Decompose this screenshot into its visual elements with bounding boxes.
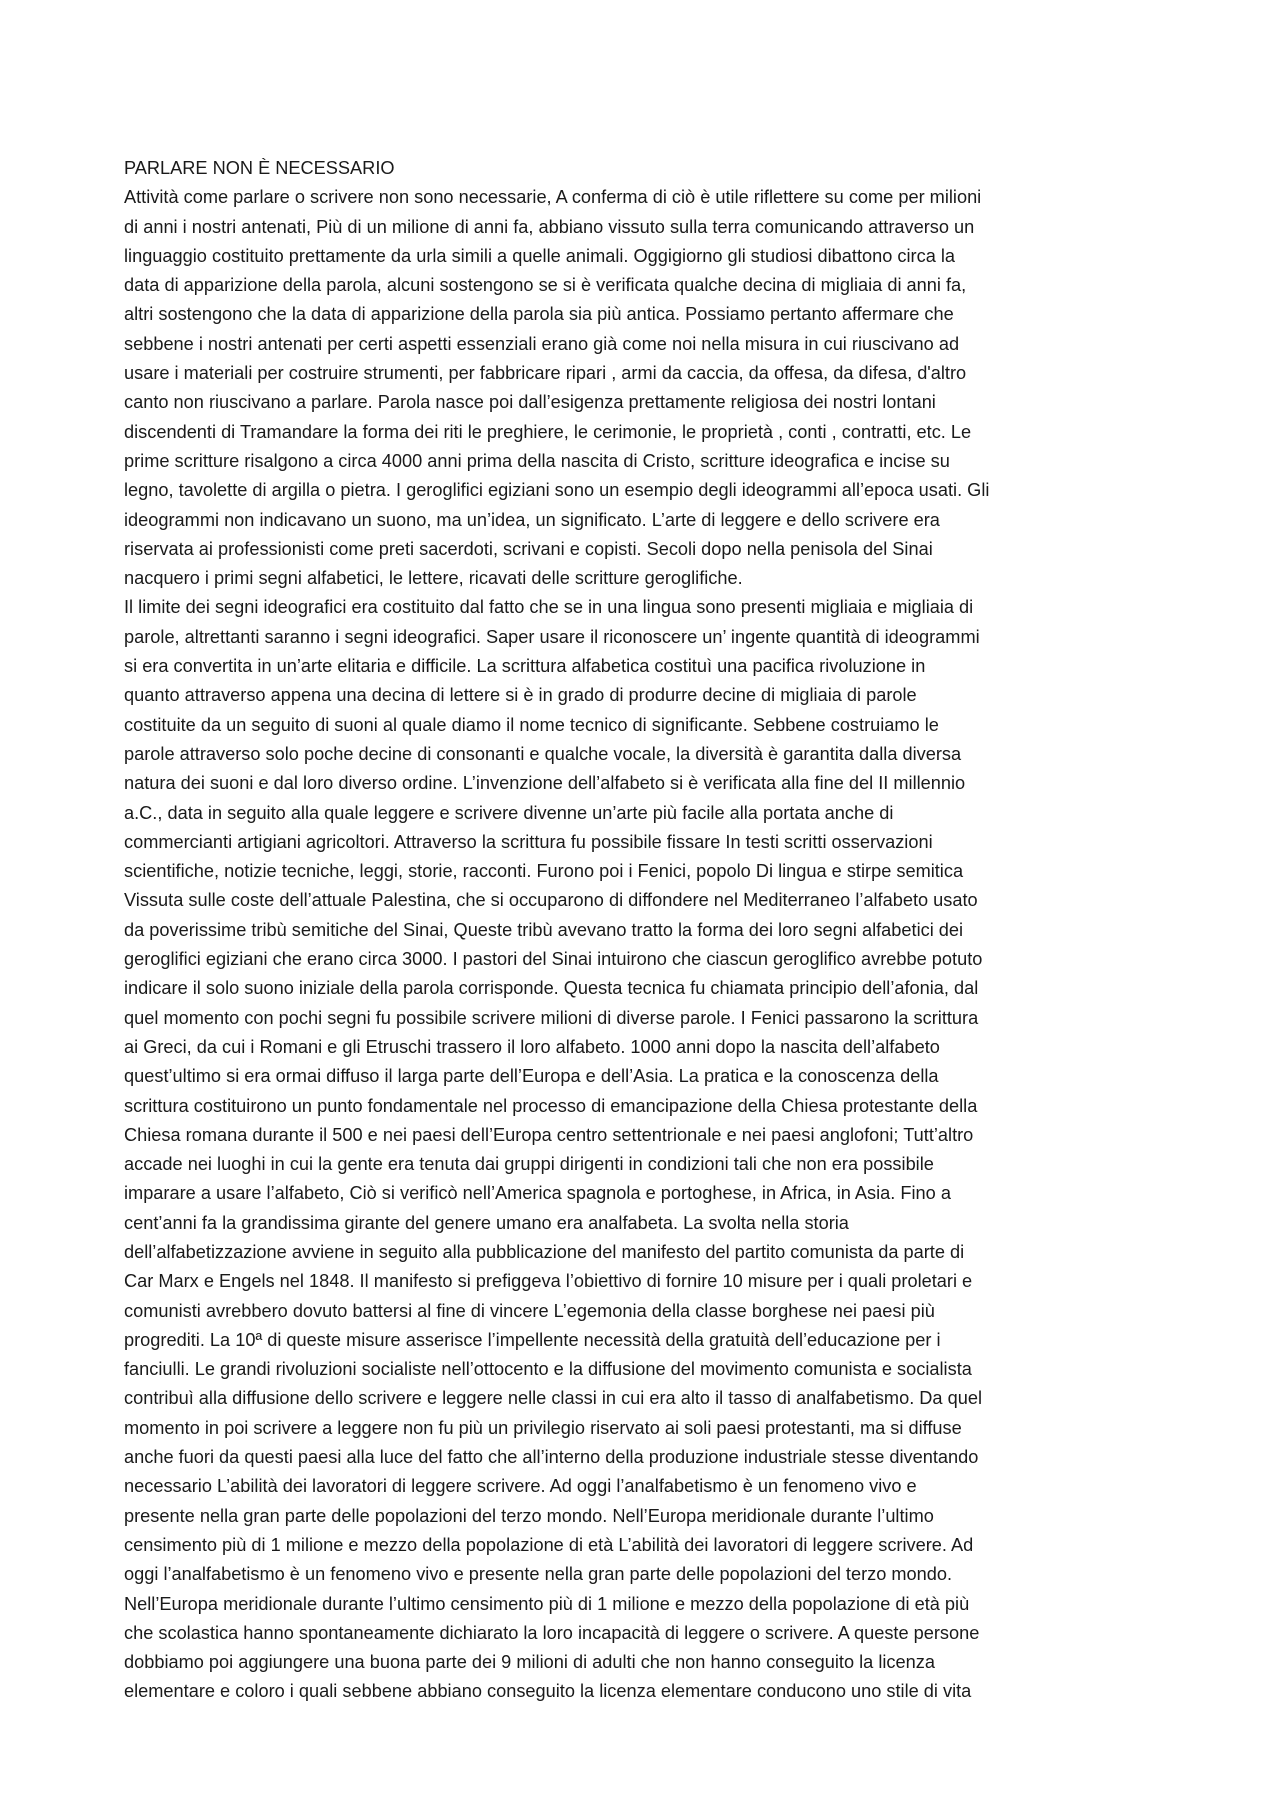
text-line: geroglifici egiziani che erano circa 3000. I pastori del Sinai intuirono che ciascun geroglifico avrebbe potuto — [124, 949, 983, 970]
text-line: Chiesa romana durante il 500 e nei paesi dell’Europa centro settentrionale e nei paesi anglofoni; Tutt’altro — [124, 1124, 974, 1145]
text-line: linguaggio costituito prettamente da urla simili a quelle animali. Oggigiorno gli studiosi dibattono circa la — [124, 245, 956, 266]
text-line: parole attraverso solo poche decine di consonanti e qualche vocale, la diversità è garantita dalla diversa — [124, 743, 962, 764]
text-line: progrediti. La 10ª di queste misure asserisce l’impellente necessità della gratuità dell’educazione per i — [124, 1329, 941, 1350]
text-line: momento in poi scrivere a leggere non fu più un privilegio riservato ai soli paesi protestanti, ma si diffuse — [124, 1417, 962, 1438]
text-line: altri sostengono che la data di apparizione della parola sia più antica. Possiamo pertanto affermare che — [124, 304, 954, 325]
text-line: censimento più di 1 milione e mezzo della popolazione di età L’abilità dei lavoratori di leggere scrivere. Ad — [124, 1534, 974, 1555]
text-line: data di apparizione della parola, alcuni sostengono se si è verificata qualche decina di migliaia di anni fa, — [124, 275, 967, 296]
document-title: PARLARE NON È NECESSARIO — [124, 158, 395, 178]
text-line: accade nei luoghi in cui la gente era tenuta dai gruppi dirigenti in condizioni tali che non era possibile — [124, 1154, 934, 1175]
text-line: prime scritture risalgono a circa 4000 anni prima della nascita di Cristo, scritture ideografica e incise su — [124, 450, 950, 471]
text-line: comunisti avrebbero dovuto battersi al fine di vincere L’egemonia della classe borghese nei paesi più — [124, 1300, 935, 1321]
text-line: contribuì alla diffusione dello scrivere e leggere nelle classi in cui era alto il tasso di analfabetismo. Da quel — [124, 1388, 982, 1409]
text-line: si era convertita in un’arte elitaria e difficile. La scrittura alfabetica costituì una pacifica rivoluzione in — [124, 656, 926, 677]
text-line: Car Marx e Engels nel 1848. Il manifesto si prefiggeva l’obiettivo di fornire 10 misure per i quali proletari e — [124, 1271, 973, 1292]
document-body — [124, 154, 1166, 1707]
text-line: quest’ultimo si era ormai diffuso il larga parte dell’Europa e dell’Asia. La pratica e la conoscenza della — [124, 1066, 939, 1087]
text-line: discendenti di Tramandare la forma dei riti le preghiere, le cerimonie, le proprietà , conti , contratti, etc. Le — [124, 421, 972, 442]
text-line: da poverissime tribù semitiche del Sinai, Queste tribù avevano tratto la forma dei loro segni alfabetici dei — [124, 919, 964, 940]
text-line: dobbiamo poi aggiungere una buona parte dei 9 milioni di adulti che non hanno conseguito la licenza — [124, 1652, 935, 1673]
text-line: usare i materiali per costruire strumenti, per fabbricare ripari , armi da caccia, da offesa, da difesa, d'altro — [124, 363, 967, 384]
text-line: anche fuori da questi paesi alla luce del fatto che all’interno della produzione industriale stesse diventando — [124, 1447, 979, 1468]
text-line: ai Greci, da cui i Romani e gli Etruschi trassero il loro alfabeto. 1000 anni dopo la nascita dell’alfabeto — [124, 1036, 940, 1057]
text-line: elementare e coloro i quali sebbene abbiano conseguito la licenza elementare conducono uno stile di vita — [124, 1681, 972, 1702]
text-line: quel momento con pochi segni fu possibile scrivere milioni di diverse parole. I Fenici passarono la scrittura — [124, 1007, 979, 1028]
text-line: costituite da un seguito di suoni al quale diamo il nome tecnico di significante. Sebbene costruiamo le — [124, 714, 939, 735]
text-line: ideogrammi non indicavano un suono, ma un’idea, un significato. L’arte di leggere e dello scrivere era — [124, 509, 940, 530]
text-line: scientifiche, notizie tecniche, leggi, storie, racconti. Furono poi i Fenici, popolo Di lingua e stirpe semitica — [124, 861, 964, 882]
text-line: Nell’Europa meridionale durante l’ultimo censimento più di 1 milione e mezzo della popolazione di età più — [124, 1593, 970, 1614]
text-line: quanto attraverso appena una decina di lettere si è in grado di produrre decine di migliaia di parole — [124, 685, 917, 706]
text-line: necessario L’abilità dei lavoratori di leggere scrivere. Ad oggi l’analfabetismo è un fenomeno vivo e — [124, 1476, 917, 1497]
text-line: che scolastica hanno spontaneamente dichiarato la loro incapacità di leggere o scrivere. A queste persone — [124, 1622, 980, 1643]
text-line: scrittura costituirono un punto fondamentale nel processo di emancipazione della Chiesa protestante della — [124, 1095, 978, 1116]
text-line: presente nella gran parte delle popolazioni del terzo mondo. Nell’Europa meridionale durante l’ultimo — [124, 1505, 934, 1526]
text-line: oggi l’analfabetismo è un fenomeno vivo e presente nella gran parte delle popolazioni del terzo mondo. — [124, 1564, 953, 1585]
text-line: nacquero i primi segni alfabetici, le lettere, ricavati delle scritture geroglifiche. — [124, 568, 743, 589]
text-line: Vissuta sulle coste dell’attuale Palestina, che si occuparono di diffondere nel Mediterraneo l’alfabeto usato — [124, 890, 978, 911]
text-line: cent’anni fa la grandissima girante del genere umano era analfabeta. La svolta nella storia — [124, 1212, 849, 1233]
text-line: Il limite dei segni ideografici era costituito dal fatto che se in una lingua sono presenti migliaia e migliaia di — [124, 597, 974, 618]
text-line: dell’alfabetizzazione avviene in seguito alla pubblicazione del manifesto del partito comunista da parte di — [124, 1241, 965, 1262]
text-line: imparare a usare l’alfabeto, Ciò si verificò nell’America spagnola e portoghese, in Africa, in Asia. Fino a — [124, 1183, 951, 1204]
text-line: a.C., data in seguito alla quale leggere e scrivere divenne un’arte più facile alla portata anche di — [124, 802, 894, 823]
text-line: indicare il solo suono iniziale della parola corrisponde. Questa tecnica fu chiamata principio dell’afonia, dal — [124, 978, 979, 999]
text-line: di anni i nostri antenati, Più di un milione di anni fa, abbiano vissuto sulla terra comunicando attraverso un — [124, 216, 975, 237]
text-line: fanciulli. Le grandi rivoluzioni socialiste nell’ottocento e la diffusione del movimento comunista e socialista — [124, 1359, 972, 1380]
text-line: parole, altrettanti saranno i segni ideografici. Saper usare il riconoscere un’ ingente quantità di ideogrammi — [124, 626, 980, 647]
text-line: riservata ai professionisti come preti sacerdoti, scrivani e copisti. Secoli dopo nella penisola del Sinai — [124, 538, 933, 559]
text-line: legno, tavolette di argilla o pietra. I geroglifici egiziani sono un esempio degli ideogrammi all’epoca usati. Gli — [124, 480, 990, 501]
text-line: sebbene i nostri antenati per certi aspetti essenziali erano già come noi nella misura in cui riuscivano ad — [124, 333, 960, 354]
text-line: commercianti artigiani agricoltori. Attraverso la scrittura fu possibile fissare In testi scritti osservazioni — [124, 831, 933, 852]
text-line: Attività come parlare o scrivere non sono necessarie, A conferma di ciò è utile riflettere su come per milioni — [124, 187, 982, 208]
text-line: canto non riuscivano a parlare. Parola nasce poi dall’esigenza prettamente religiosa dei nostri lontani — [124, 392, 936, 413]
text-line: natura dei suoni e dal loro diverso ordine. L’invenzione dell’alfabeto si è verificata alla fine del II millennio — [124, 773, 966, 794]
